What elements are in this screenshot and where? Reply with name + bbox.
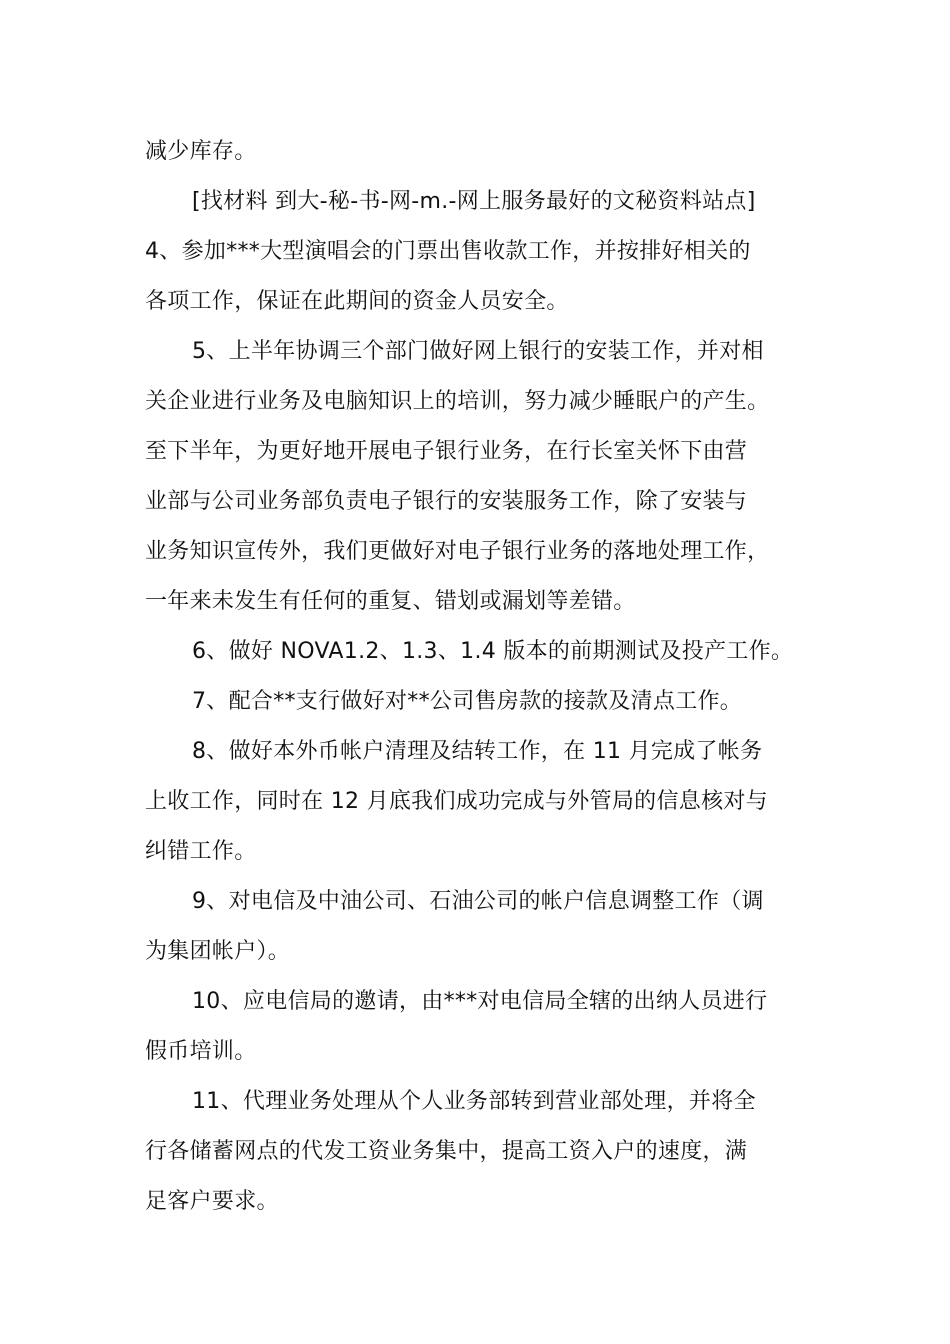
paragraph-item-5 <box>145 327 810 627</box>
text-line: 至下半年，为更好地开展电子银行业务，在行长室关怀下由营 <box>145 439 748 464</box>
text-line: [找材料 到大-秘-书-网-m.-网上服务最好的文秘资料站点] <box>192 189 756 214</box>
text-line: 6、做好 NOVA1.2、1.3、1.4 版本的前期测试及投产工作。 <box>192 639 794 664</box>
paragraph-item-6 <box>145 627 810 677</box>
text-line: 假币培训。 <box>145 1039 257 1064</box>
text-line: 关企业进行业务及电脑知识上的培训，努力减少睡眠户的产生。 <box>145 389 770 414</box>
text-line: 上收工作，同时在 12 月底我们成功完成与外管局的信息核对与 <box>145 789 768 814</box>
text-line: 行各储蓄网点的代发工资业务集中，提高工资入户的速度，满 <box>145 1139 748 1164</box>
text-line: 9、对电信及中油公司、石油公司的帐户信息调整工作（调 <box>192 889 764 914</box>
text-line: 为集团帐户）。 <box>145 939 291 964</box>
document-body <box>145 127 810 1227</box>
paragraph-inventory-end <box>145 127 810 177</box>
paragraph-item-4 <box>145 227 810 327</box>
text-line: 4、参加***大型演唱会的门票出售收款工作，并按排好相关的 <box>145 239 751 264</box>
text-line: 一年来未发生有任何的重复、错划或漏划等差错。 <box>145 589 636 614</box>
text-line: 足客户要求。 <box>145 1189 279 1214</box>
text-line: 11、代理业务处理从个人业务部转到营业部处理，并将全 <box>192 1089 756 1114</box>
paragraph-source-note <box>145 177 810 227</box>
paragraph-item-7 <box>145 677 810 727</box>
paragraph-item-11 <box>145 1077 810 1227</box>
text-line: 10、应电信局的邀请，由***对电信局全辖的出纳人员进行 <box>192 989 768 1014</box>
text-line: 减少库存。 <box>145 139 257 164</box>
paragraph-item-8 <box>145 727 810 877</box>
text-line: 5、上半年协调三个部门做好网上银行的安装工作，并对相 <box>192 339 764 364</box>
paragraph-item-10 <box>145 977 810 1077</box>
paragraph-item-9 <box>145 877 810 977</box>
text-line: 纠错工作。 <box>145 839 257 864</box>
text-line: 7、配合**支行做好对**公司售房款的接款及清点工作。 <box>192 689 743 714</box>
text-line: 8、做好本外币帐户清理及结转工作，在 11 月完成了帐务 <box>192 739 763 764</box>
text-line: 业部与公司业务部负责电子银行的安装服务工作，除了安装与 <box>145 489 748 514</box>
text-line: 各项工作，保证在此期间的资金人员安全。 <box>145 289 569 314</box>
text-line: 业务知识宣传外，我们更做好对电子银行业务的落地处理工作， <box>145 539 770 564</box>
